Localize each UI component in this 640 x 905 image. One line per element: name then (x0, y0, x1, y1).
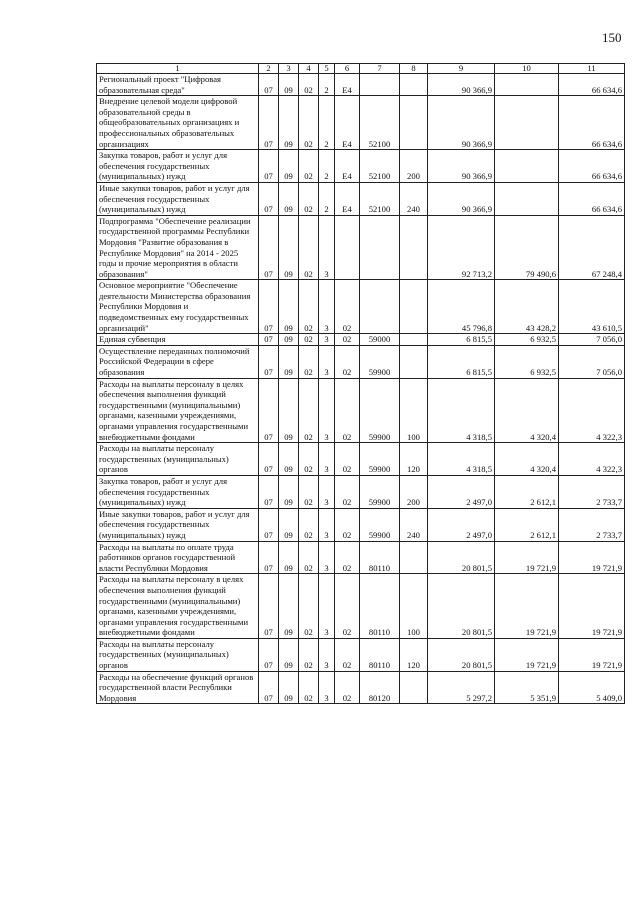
row-cell-col10: 19 721,9 (495, 638, 559, 671)
row-cell-col6: 02 (335, 541, 360, 574)
row-cell-col7: 52100 (360, 96, 400, 150)
row-cell-col3: 09 (279, 334, 299, 346)
row-cell-col3: 09 (279, 574, 299, 639)
row-cell-col3: 09 (279, 638, 299, 671)
row-cell-col5: 3 (319, 345, 335, 378)
row-cell-col8 (400, 280, 428, 334)
row-cell-col9: 6 815,5 (428, 334, 495, 346)
row-name: Расходы на выплаты персоналу в целях обеспечения выполнения функций государственными (муниципальными) органами, казенными учреждениями, органами управления государственными внебюджетными фондами (97, 378, 259, 443)
row-cell-col11: 4 322,3 (559, 443, 625, 476)
row-cell-col6: 02 (335, 475, 360, 508)
row-cell-col2: 07 (259, 280, 279, 334)
row-cell-col10 (495, 96, 559, 150)
row-cell-col10: 2 612,1 (495, 508, 559, 541)
row-cell-col7: 80110 (360, 638, 400, 671)
row-cell-col10: 19 721,9 (495, 574, 559, 639)
row-cell-col9: 90 366,9 (428, 182, 495, 215)
row-cell-col10: 4 320,4 (495, 378, 559, 443)
row-name: Расходы на выплаты персоналу государственных (муниципальных) органов (97, 638, 259, 671)
row-cell-col2: 07 (259, 671, 279, 704)
column-header: 10 (495, 64, 559, 74)
row-cell-col3: 09 (279, 508, 299, 541)
row-cell-col7: 80120 (360, 671, 400, 704)
row-cell-col4: 02 (299, 378, 319, 443)
row-cell-col2: 07 (259, 378, 279, 443)
row-cell-col3: 09 (279, 378, 299, 443)
row-cell-col3: 09 (279, 182, 299, 215)
row-cell-col9: 92 713,2 (428, 215, 495, 280)
row-cell-col4: 02 (299, 574, 319, 639)
column-header: 3 (279, 64, 299, 74)
row-cell-col11: 2 733,7 (559, 475, 625, 508)
row-cell-col2: 07 (259, 443, 279, 476)
row-cell-col5: 3 (319, 508, 335, 541)
row-name: Осуществление переданных полномочий Российской Федерации в сфере образования (97, 345, 259, 378)
table-row (97, 508, 625, 541)
row-cell-col10 (495, 150, 559, 183)
row-cell-col8 (400, 74, 428, 96)
row-cell-col7: 59900 (360, 443, 400, 476)
row-cell-col9: 20 801,5 (428, 574, 495, 639)
row-cell-col5: 3 (319, 638, 335, 671)
row-cell-col2: 07 (259, 96, 279, 150)
row-cell-col6: E4 (335, 150, 360, 183)
table-row (97, 574, 625, 639)
row-name: Внедрение целевой модели цифровой образовательной среды в общеобразовательных организациях и профессиональных образовательных организациях (97, 96, 259, 150)
row-cell-col2: 07 (259, 74, 279, 96)
row-name: Расходы на обеспечение функций органов государственной власти Республики Мордовия (97, 671, 259, 704)
row-cell-col6: E4 (335, 74, 360, 96)
row-cell-col9: 90 366,9 (428, 96, 495, 150)
column-header: 8 (400, 64, 428, 74)
row-name: Закупка товаров, работ и услуг для обеспечения государственных (муниципальных) нужд (97, 475, 259, 508)
row-cell-col9: 6 815,5 (428, 345, 495, 378)
table-row (97, 671, 625, 704)
row-cell-col11: 19 721,9 (559, 638, 625, 671)
row-cell-col4: 02 (299, 671, 319, 704)
row-cell-col11: 2 733,7 (559, 508, 625, 541)
row-cell-col9: 45 796,8 (428, 280, 495, 334)
table-row (97, 96, 625, 150)
column-header: 7 (360, 64, 400, 74)
header-row (97, 64, 625, 74)
row-cell-col3: 09 (279, 671, 299, 704)
row-cell-col7: 52100 (360, 182, 400, 215)
row-cell-col7: 59000 (360, 334, 400, 346)
row-cell-col3: 09 (279, 96, 299, 150)
row-cell-col2: 07 (259, 475, 279, 508)
row-cell-col11: 66 634,6 (559, 150, 625, 183)
row-cell-col10: 6 932,5 (495, 345, 559, 378)
row-cell-col9: 90 366,9 (428, 150, 495, 183)
row-cell-col4: 02 (299, 638, 319, 671)
row-cell-col9: 4 318,5 (428, 443, 495, 476)
table-row (97, 215, 625, 280)
budget-table (96, 63, 625, 704)
row-cell-col8: 100 (400, 574, 428, 639)
row-cell-col11: 66 634,6 (559, 96, 625, 150)
row-name: Основное мероприятие "Обеспечение деятельности Министерства образования Республики Мордовия и подведомственных ему государственных организаций" (97, 280, 259, 334)
row-cell-col5: 2 (319, 182, 335, 215)
row-cell-col7: 59900 (360, 378, 400, 443)
row-cell-col11: 19 721,9 (559, 574, 625, 639)
row-cell-col11: 67 248,4 (559, 215, 625, 280)
row-cell-col7: 59900 (360, 508, 400, 541)
row-name: Единая субвенция (97, 334, 259, 346)
row-cell-col2: 07 (259, 345, 279, 378)
row-cell-col5: 2 (319, 96, 335, 150)
row-cell-col7 (360, 74, 400, 96)
row-cell-col6: E4 (335, 182, 360, 215)
row-cell-col2: 07 (259, 182, 279, 215)
row-cell-col2: 07 (259, 638, 279, 671)
row-cell-col4: 02 (299, 215, 319, 280)
row-cell-col4: 02 (299, 150, 319, 183)
row-cell-col6: 02 (335, 671, 360, 704)
row-cell-col6: 02 (335, 638, 360, 671)
row-cell-col9: 4 318,5 (428, 378, 495, 443)
column-header: 2 (259, 64, 279, 74)
row-name: Закупка товаров, работ и услуг для обеспечения государственных (муниципальных) нужд (97, 150, 259, 183)
row-cell-col8: 240 (400, 508, 428, 541)
row-cell-col6: E4 (335, 96, 360, 150)
row-cell-col11: 5 409,0 (559, 671, 625, 704)
row-cell-col9: 90 366,9 (428, 74, 495, 96)
row-cell-col4: 02 (299, 508, 319, 541)
row-cell-col11: 19 721,9 (559, 541, 625, 574)
row-name: Расходы на выплаты персоналу в целях обеспечения выполнения функций государственными (муниципальными) органами, казенными учреждениями, органами управления государственными внебюджетными фондами (97, 574, 259, 639)
table-row (97, 182, 625, 215)
row-cell-col3: 09 (279, 475, 299, 508)
table-row (97, 150, 625, 183)
row-cell-col3: 09 (279, 541, 299, 574)
row-cell-col7 (360, 215, 400, 280)
table-row (97, 443, 625, 476)
row-cell-col9: 2 497,0 (428, 475, 495, 508)
row-cell-col8: 100 (400, 378, 428, 443)
row-cell-col9: 5 297,2 (428, 671, 495, 704)
row-cell-col10: 4 320,4 (495, 443, 559, 476)
row-cell-col10: 6 932,5 (495, 334, 559, 346)
row-cell-col6: 02 (335, 345, 360, 378)
row-cell-col5: 3 (319, 671, 335, 704)
row-cell-col11: 43 610,5 (559, 280, 625, 334)
row-cell-col2: 07 (259, 334, 279, 346)
row-cell-col8: 240 (400, 182, 428, 215)
row-name: Расходы на выплаты персоналу государственных (муниципальных) органов (97, 443, 259, 476)
row-cell-col8 (400, 96, 428, 150)
row-cell-col5: 3 (319, 475, 335, 508)
row-name: Иные закупки товаров, работ и услуг для обеспечения государственных (муниципальных) нужд (97, 182, 259, 215)
row-cell-col7: 80110 (360, 541, 400, 574)
row-cell-col6: 02 (335, 378, 360, 443)
page-number: 150 (602, 30, 622, 45)
row-cell-col7: 59900 (360, 345, 400, 378)
row-cell-col2: 07 (259, 150, 279, 183)
table-row (97, 475, 625, 508)
row-cell-col7: 59900 (360, 475, 400, 508)
row-cell-col5: 3 (319, 574, 335, 639)
column-header: 4 (299, 64, 319, 74)
row-cell-col4: 02 (299, 443, 319, 476)
row-cell-col3: 09 (279, 215, 299, 280)
row-name: Расходы на выплаты по оплате труда работников органов государственной власти Республики Мордовия (97, 541, 259, 574)
table-row (97, 334, 625, 346)
row-cell-col8: 200 (400, 150, 428, 183)
row-cell-col4: 02 (299, 475, 319, 508)
row-name: Иные закупки товаров, работ и услуг для обеспечения государственных (муниципальных) нужд (97, 508, 259, 541)
row-cell-col5: 3 (319, 378, 335, 443)
row-cell-col4: 02 (299, 74, 319, 96)
row-cell-col8 (400, 541, 428, 574)
row-cell-col6 (335, 215, 360, 280)
row-cell-col11: 66 634,6 (559, 182, 625, 215)
row-cell-col4: 02 (299, 96, 319, 150)
row-cell-col8: 120 (400, 638, 428, 671)
row-cell-col8 (400, 334, 428, 346)
row-cell-col3: 09 (279, 443, 299, 476)
row-cell-col3: 09 (279, 150, 299, 183)
table-row (97, 541, 625, 574)
table-row (97, 378, 625, 443)
row-cell-col5: 3 (319, 541, 335, 574)
row-cell-col7: 52100 (360, 150, 400, 183)
row-cell-col3: 09 (279, 74, 299, 96)
row-cell-col9: 2 497,0 (428, 508, 495, 541)
row-cell-col2: 07 (259, 215, 279, 280)
row-cell-col10: 5 351,9 (495, 671, 559, 704)
row-cell-col10: 19 721,9 (495, 541, 559, 574)
row-cell-col5: 2 (319, 150, 335, 183)
row-cell-col2: 07 (259, 541, 279, 574)
row-cell-col6: 02 (335, 280, 360, 334)
table-row (97, 345, 625, 378)
row-cell-col5: 3 (319, 334, 335, 346)
row-cell-col9: 20 801,5 (428, 638, 495, 671)
row-cell-col11: 7 056,0 (559, 345, 625, 378)
row-cell-col10 (495, 182, 559, 215)
row-cell-col4: 02 (299, 182, 319, 215)
row-cell-col11: 66 634,6 (559, 74, 625, 96)
row-cell-col2: 07 (259, 574, 279, 639)
row-cell-col7 (360, 280, 400, 334)
column-header: 5 (319, 64, 335, 74)
row-cell-col11: 4 322,3 (559, 378, 625, 443)
table-row (97, 280, 625, 334)
column-header: 9 (428, 64, 495, 74)
row-cell-col8 (400, 671, 428, 704)
row-name: Подпрограмма "Обеспечение реализации государственной программы Республики Мордовия "Развитие образования в Республике Мордовия" на 2014 - 2025 годы и прочие мероприятия в области образования" (97, 215, 259, 280)
row-cell-col10: 2 612,1 (495, 475, 559, 508)
table-row (97, 638, 625, 671)
row-cell-col5: 3 (319, 280, 335, 334)
row-cell-col10 (495, 74, 559, 96)
row-cell-col10: 43 428,2 (495, 280, 559, 334)
row-cell-col8: 120 (400, 443, 428, 476)
row-cell-col5: 2 (319, 74, 335, 96)
row-cell-col4: 02 (299, 334, 319, 346)
row-cell-col10: 79 490,6 (495, 215, 559, 280)
row-cell-col4: 02 (299, 541, 319, 574)
table-row (97, 74, 625, 96)
row-cell-col4: 02 (299, 280, 319, 334)
row-cell-col6: 02 (335, 574, 360, 639)
row-cell-col5: 3 (319, 215, 335, 280)
row-cell-col3: 09 (279, 280, 299, 334)
row-cell-col4: 02 (299, 345, 319, 378)
row-cell-col7: 80110 (360, 574, 400, 639)
row-cell-col2: 07 (259, 508, 279, 541)
column-header: 1 (97, 64, 259, 74)
row-cell-col8 (400, 345, 428, 378)
row-cell-col6: 02 (335, 334, 360, 346)
row-cell-col11: 7 056,0 (559, 334, 625, 346)
row-cell-col8: 200 (400, 475, 428, 508)
row-cell-col8 (400, 215, 428, 280)
row-cell-col3: 09 (279, 345, 299, 378)
row-cell-col5: 3 (319, 443, 335, 476)
column-header: 11 (559, 64, 625, 74)
row-name: Региональный проект "Цифровая образовательная среда" (97, 74, 259, 96)
row-cell-col6: 02 (335, 508, 360, 541)
column-header: 6 (335, 64, 360, 74)
row-cell-col9: 20 801,5 (428, 541, 495, 574)
row-cell-col6: 02 (335, 443, 360, 476)
